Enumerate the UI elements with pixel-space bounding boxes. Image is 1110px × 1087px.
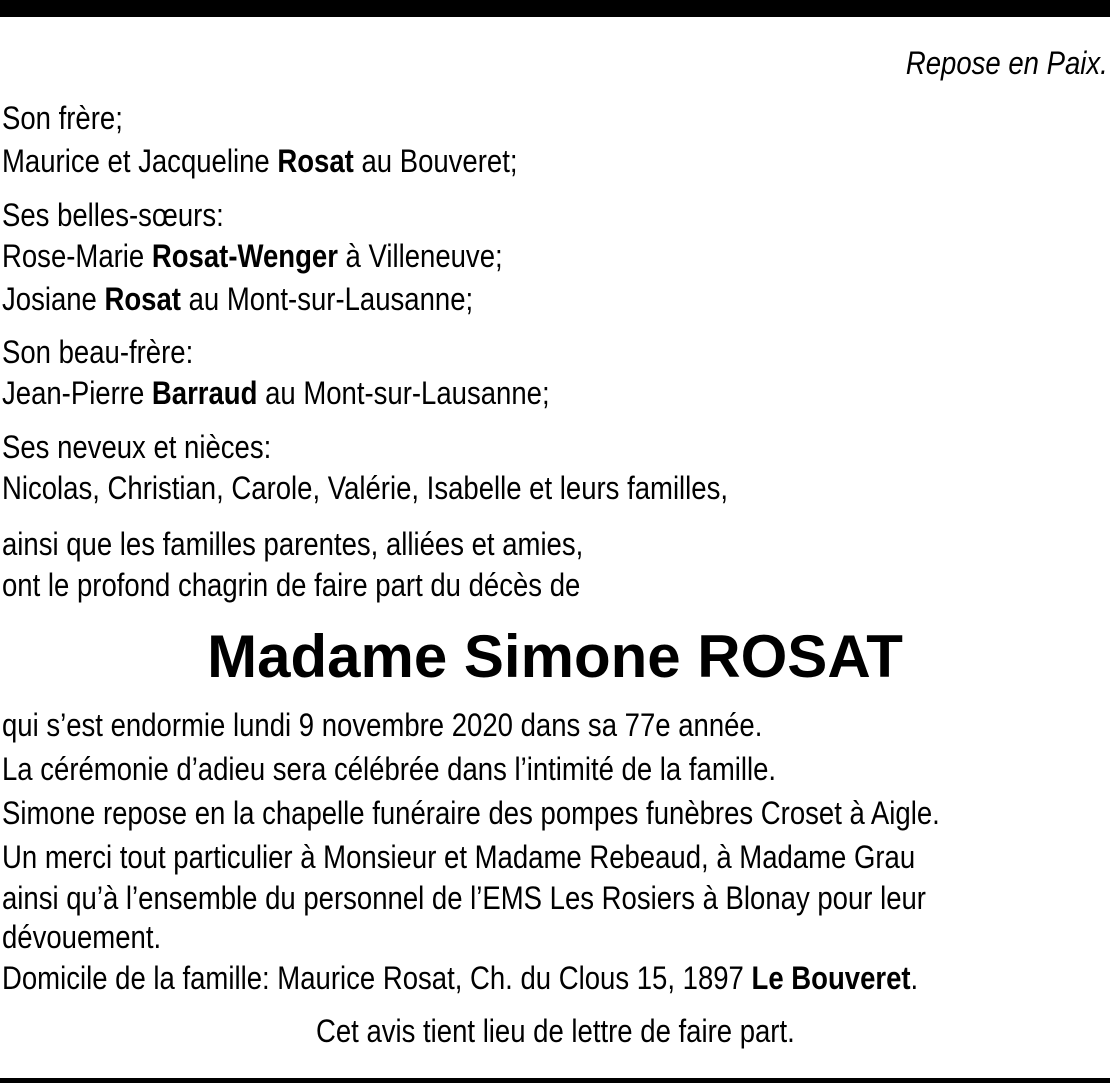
deceased-name-heading: Madame Simone ROSAT bbox=[207, 623, 903, 690]
body-line-4: Un merci tout particulier à Monsieur et Madame Rebeaud, à Madame Grau bbox=[2, 839, 916, 875]
sisters-in-law-heading: Ses belles-sœurs: bbox=[2, 197, 224, 233]
brother-in-law-heading: Son beau-frère: bbox=[2, 334, 194, 370]
announcement-line-2: ont le profond chagrin de faire part du décès de bbox=[2, 567, 581, 603]
closing-line bbox=[0, 1012, 1110, 1050]
brother-line-prefix: Maurice et Jacqueline bbox=[2, 143, 278, 179]
brother-in-law-prefix: Jean-Pierre bbox=[2, 375, 152, 411]
sister-in-law-1-prefix: Rose-Marie bbox=[2, 238, 152, 274]
brother-line-surname: Rosat bbox=[277, 143, 354, 179]
sister-in-law-2-suffix: au Mont-sur-Lausanne; bbox=[180, 281, 474, 317]
nephews-nieces-line: Nicolas, Christian, Carole, Valérie, Isabelle et leurs familles, bbox=[2, 470, 729, 506]
brother-heading: Son frère; bbox=[2, 100, 123, 136]
brother-in-law-line bbox=[2, 374, 550, 412]
bottom-rule bbox=[0, 1078, 1110, 1083]
epigraph: Repose en Paix. bbox=[906, 45, 1108, 81]
sister-in-law-1-suffix: à Villeneuve; bbox=[337, 238, 503, 274]
body-line-6: dévouement. bbox=[2, 919, 162, 955]
brother-line bbox=[2, 142, 518, 180]
sisters-in-law-line-1 bbox=[2, 237, 503, 275]
brother-line-suffix: au Bouveret; bbox=[353, 143, 518, 179]
body-line-2: La cérémonie d’adieu sera célébrée dans l’intimité de la famille. bbox=[2, 751, 777, 787]
domicile-prefix: Domicile de la famille: Maurice Rosat, Ch. du Clous 15, 1897 bbox=[2, 960, 752, 996]
brother-in-law-surname: Barraud bbox=[151, 375, 258, 411]
nephews-nieces-heading: Ses neveux et nièces: bbox=[2, 429, 272, 465]
domicile-line bbox=[2, 959, 918, 997]
announcement-line-1: ainsi que les familles parentes, alliées et amies, bbox=[2, 526, 584, 562]
closing-text: Cet avis tient lieu de lettre de faire part. bbox=[315, 1013, 795, 1049]
top-rule bbox=[0, 0, 1110, 17]
sister-in-law-1-surname: Rosat-Wenger bbox=[151, 238, 338, 274]
domicile-suffix: . bbox=[910, 960, 919, 996]
body-line-3: Simone repose en la chapelle funéraire des pompes funèbres Croset à Aigle. bbox=[2, 795, 940, 831]
sister-in-law-2-surname: Rosat bbox=[104, 281, 181, 317]
body-line-5: ainsi qu’à l’ensemble du personnel de l’EMS Les Rosiers à Blonay pour leur bbox=[2, 880, 926, 916]
sister-in-law-2-prefix: Josiane bbox=[2, 281, 105, 317]
body-line-1: qui s’est endormie lundi 9 novembre 2020 dans sa 77e année. bbox=[2, 707, 763, 743]
sisters-in-law-line-2 bbox=[2, 280, 473, 318]
domicile-locality: Le Bouveret bbox=[751, 960, 911, 996]
brother-in-law-suffix: au Mont-sur-Lausanne; bbox=[257, 375, 550, 411]
